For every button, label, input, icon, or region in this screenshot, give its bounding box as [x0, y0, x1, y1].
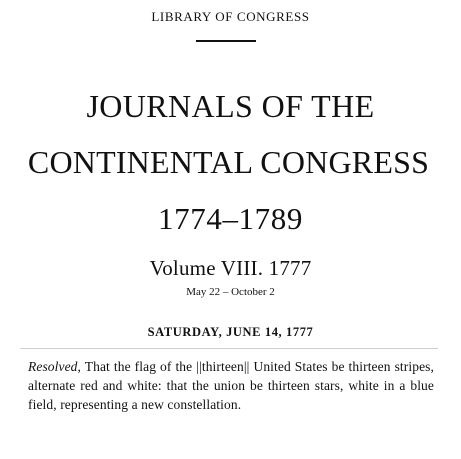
title-line-1: JOURNALS OF THE [86, 88, 375, 124]
entry-date: SATURDAY, JUNE 14, 1777 [147, 325, 314, 339]
library-header: LIBRARY OF CONGRESS [151, 9, 310, 24]
volume-label: Volume VIII. 1777 [149, 256, 312, 280]
header-rule [196, 40, 256, 42]
divider [20, 348, 438, 349]
volume-dates: May 22 – October 2 [186, 286, 275, 298]
resolution-paragraph [28, 357, 434, 414]
title-years: 1774–1789 [158, 201, 303, 236]
resolution-text: , That the flag of the ||thirteen|| United States be thirteen stripes, alternate red and white: that the union be thirteen stars, white in a blue field, representing a new constellation. [28, 359, 434, 412]
title-line-2: CONTINENTAL CONGRESS [27, 144, 430, 180]
resolved-word: Resolved [28, 359, 78, 374]
